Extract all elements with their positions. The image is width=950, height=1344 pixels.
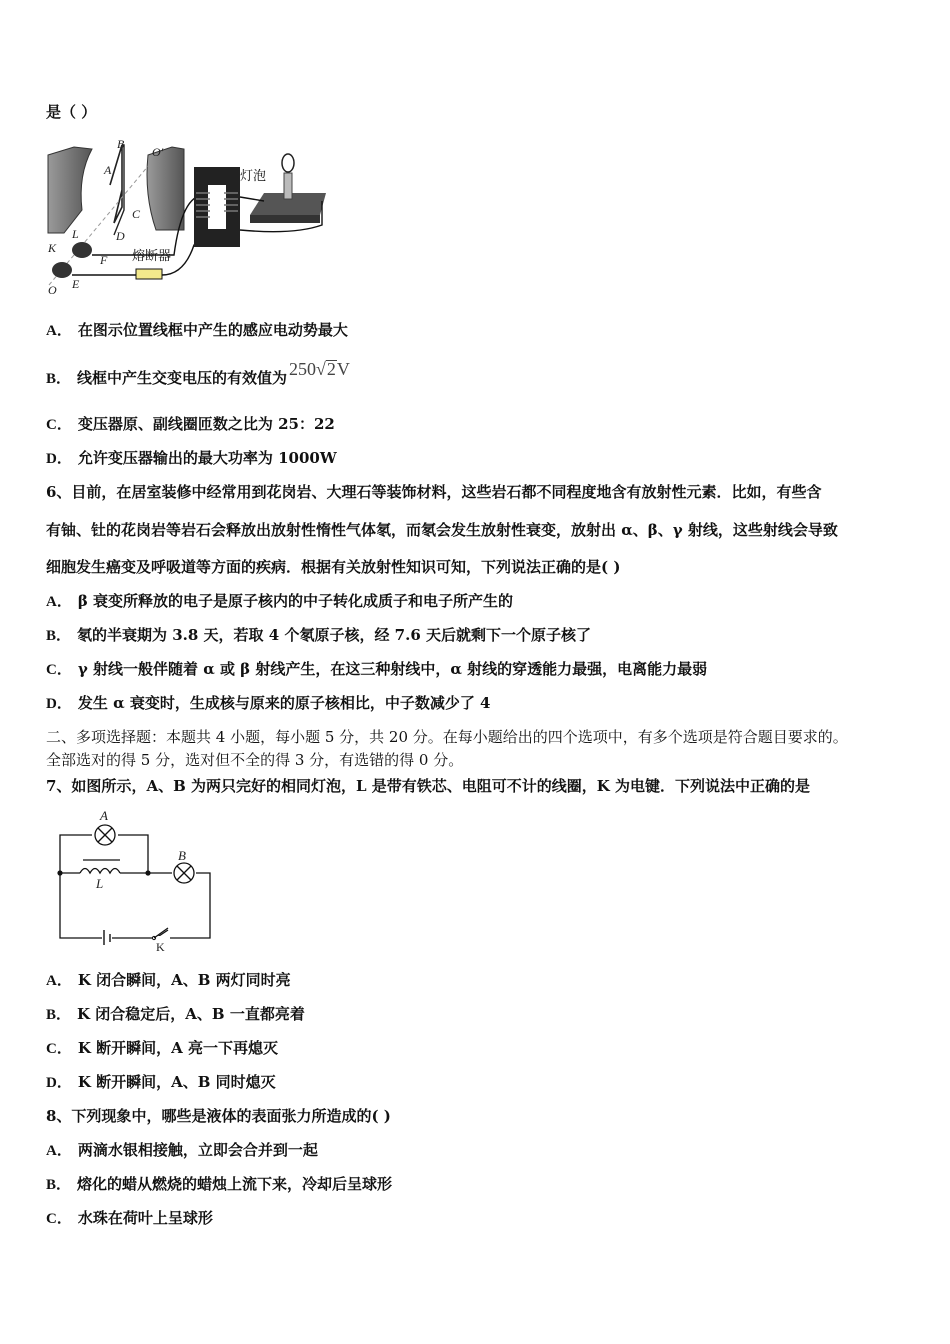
circuit-label-a: A	[100, 808, 108, 823]
option-text: 线框中产生交变电压的有效值为	[77, 369, 288, 387]
option-text: 两滴水银相接触，立即会合并到一起	[77, 1141, 318, 1159]
circuit-diagram	[50, 810, 220, 945]
formula-coefficient: 250	[289, 359, 317, 379]
option-key: A．	[46, 973, 72, 989]
q8-option-c	[46, 1208, 213, 1229]
option-text: K 闭合稳定后，A、B 一直都亮着	[77, 1005, 305, 1023]
label-l: L	[72, 227, 79, 241]
q6-stem-line-3: 细胞发生癌变及呼吸道等方面的疾病．根据有关放射性知识可知，下列说法正确的是( )	[46, 558, 621, 576]
option-key: A．	[46, 594, 72, 610]
option-key: B．	[46, 371, 72, 387]
circuit-figure	[50, 808, 220, 954]
q5-option-c	[46, 414, 335, 435]
label-k: K	[48, 241, 57, 255]
q8-stem: 8、下列现象中，哪些是液体的表面张力所造成的( )	[46, 1107, 391, 1125]
option-key: B．	[46, 628, 72, 644]
formula-250-root2-v: 250√2V	[289, 359, 350, 379]
section-2-instructions-line-1: 二、多项选择题：本题共 4 小题，每小题 5 分，共 20 分。在每小题给出的四个选项中，有多个选项是符合题目要求的。	[46, 728, 848, 746]
option-key: D．	[46, 1075, 72, 1091]
option-key: B．	[46, 1177, 72, 1193]
label-a: A	[104, 163, 112, 177]
option-key: C．	[46, 417, 72, 433]
option-key: C．	[46, 1041, 72, 1057]
q8-option-b	[46, 1174, 392, 1195]
option-text: K 断开瞬间，A、B 同时熄灭	[77, 1073, 276, 1091]
q6-stem-line-2: 有铀、钍的花岗岩等岩石会释放出放射性惰性气体氡，而氡会发生放射性衰变，放射出 α、β、γ 射线，这些射线会导致	[46, 521, 838, 539]
q7-option-d	[46, 1072, 276, 1093]
q7-stem: 7、如图所示，A、B 为两只完好的相同灯泡，L 是带有铁芯、电阻可不计的线圈，K 为电键．下列说法中正确的是	[46, 777, 811, 795]
generator-transformer-figure	[44, 135, 334, 300]
label-c: C	[132, 207, 141, 221]
q5-option-d	[46, 448, 337, 469]
option-key: C．	[46, 1211, 72, 1227]
option-text: β 衰变所释放的电子是原子核内的中子转化成质子和电子所产生的	[77, 592, 514, 610]
label-d: D	[116, 229, 125, 243]
option-key: D．	[46, 696, 72, 712]
option-text: 允许变压器输出的最大功率为 1000W	[77, 449, 337, 467]
q6-option-c	[46, 659, 707, 680]
option-text: 变压器原、副线圈匝数之比为 25：22	[77, 415, 335, 433]
label-o-prime: O′	[152, 145, 164, 159]
circuit-label-l: L	[96, 876, 104, 891]
formula-radicand: 2	[326, 359, 336, 379]
question-stem-tail: 是（ ）	[46, 103, 97, 121]
label-fuse: 熔断器	[132, 249, 172, 264]
option-text: 水珠在荷叶上呈球形	[77, 1209, 213, 1227]
generator-diagram	[44, 135, 334, 300]
q6-stem-line-1: 6、目前，在居室装修中经常用到花岗岩、大理石等装饰材料，这些岩石都不同程度地含有放射性元素．比如，有些含	[46, 483, 822, 501]
q7-option-a	[46, 970, 291, 991]
q8-option-a	[46, 1140, 318, 1161]
formula-unit: V	[336, 359, 350, 379]
q6-option-b	[46, 625, 591, 646]
label-e: E	[72, 277, 80, 291]
option-key: B．	[46, 1007, 72, 1023]
option-text: γ 射线一般伴随着 α 或 β 射线产生，在这三种射线中，α 射线的穿透能力最强，电离能力最弱	[77, 660, 708, 678]
option-key: D．	[46, 451, 72, 467]
q5-option-a	[46, 320, 348, 341]
option-key: C．	[46, 662, 72, 678]
option-text: K 闭合瞬间，A、B 两灯同时亮	[77, 971, 291, 989]
option-text: 熔化的蜡从燃烧的蜡烛上流下来，冷却后呈球形	[77, 1175, 393, 1193]
label-b: B	[117, 137, 125, 151]
option-text: 发生 α 衰变时，生成核与原来的原子核相比，中子数减少了 4	[77, 694, 491, 712]
q7-option-c	[46, 1038, 278, 1059]
option-text: 在图示位置线框中产生的感应电动势最大	[77, 321, 348, 339]
circuit-label-b: B	[178, 848, 186, 863]
option-text: K 断开瞬间，A 亮一下再熄灭	[77, 1039, 278, 1057]
label-f: F	[100, 253, 108, 267]
q6-option-d	[46, 693, 491, 714]
label-bulb: 灯泡	[240, 169, 267, 184]
option-key: A．	[46, 1143, 72, 1159]
q5-option-b	[46, 359, 350, 389]
option-text: 氡的半衰期为 3.8 天，若取 4 个氡原子核，经 7.6 天后就剩下一个原子核了	[77, 626, 591, 644]
circuit-label-k: K	[156, 940, 165, 954]
label-o: O	[48, 283, 57, 297]
option-key: A．	[46, 323, 72, 339]
q6-option-a	[46, 591, 513, 612]
q7-option-b	[46, 1004, 305, 1025]
section-2-instructions-line-2: 全部选对的得 5 分，选对但不全的得 3 分，有选错的得 0 分。	[46, 751, 464, 769]
